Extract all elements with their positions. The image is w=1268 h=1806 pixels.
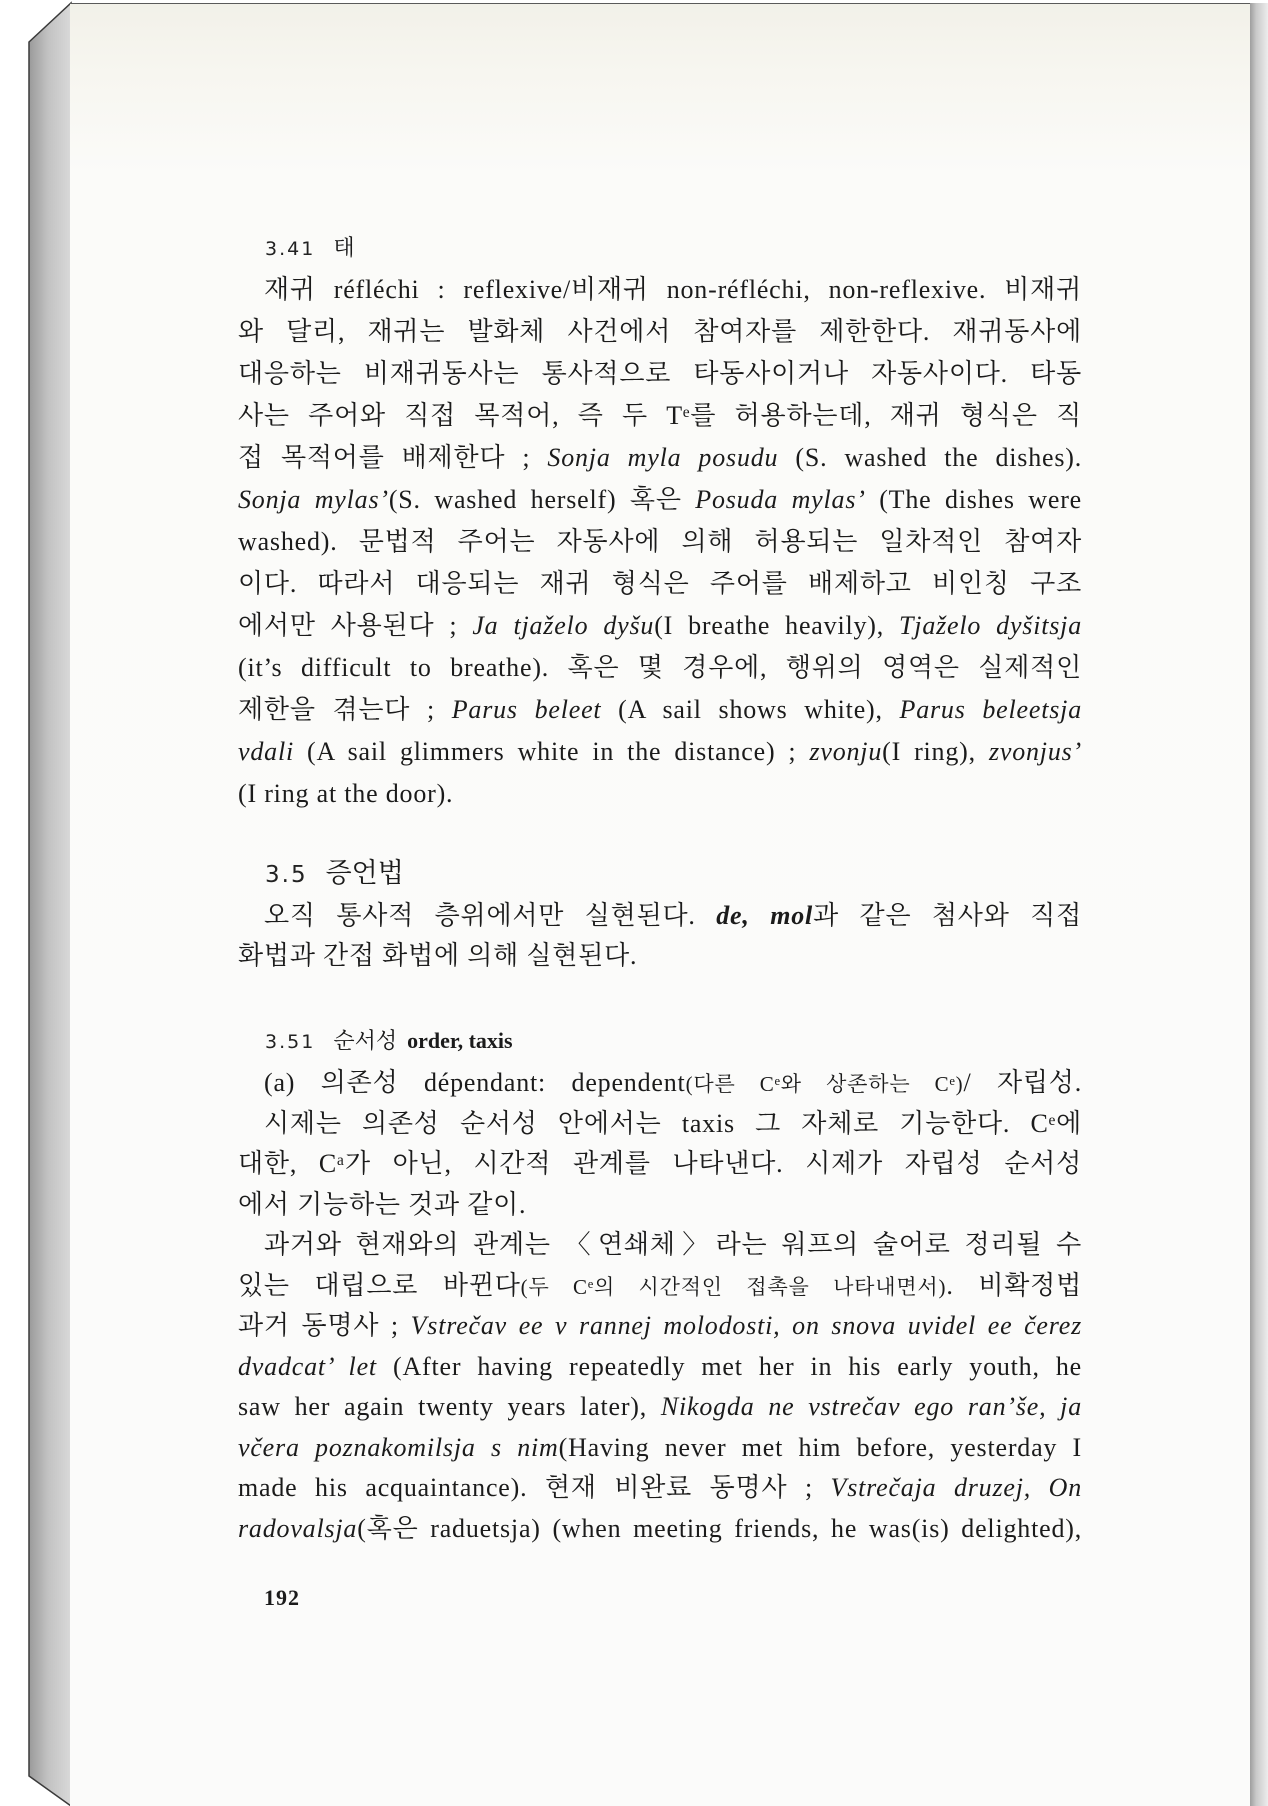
text-run: 있는 대립으로 바뀐다 — [238, 1270, 521, 1300]
text-run: made his acquaintance). 현재 비완료 동명사 ; — [238, 1473, 831, 1502]
text-run: 시제는 의존성 순서성 안에서는 taxis 그 자체로 기능한다. Cᵉ에 — [264, 1108, 1082, 1138]
italic-example: vdali — [238, 737, 294, 766]
italic-example: Tjaželo dyšitsja — [899, 611, 1083, 640]
text-line — [238, 647, 1082, 689]
text-line — [238, 311, 1082, 353]
text-line — [238, 936, 1082, 976]
text-run: saw her again twenty years later), — [238, 1392, 661, 1421]
paragraph — [238, 1104, 1082, 1226]
book-spine — [0, 0, 72, 1806]
paragraph — [238, 269, 1082, 815]
text-run: washed). 문법적 주어는 자동사에 의해 허용되는 일차적인 참여자 — [238, 527, 1082, 556]
text-line — [238, 479, 1082, 521]
paragraph — [238, 896, 1082, 976]
italic-example: Posuda mylas’ — [695, 485, 866, 514]
text-run: (I breathe heavily), — [654, 611, 900, 640]
text-run: 접 목적어를 배제한다 ; — [238, 443, 548, 472]
italic-example: Vstrečaja druzej, On — [830, 1473, 1082, 1502]
text-run: / 자립성. — [963, 1068, 1083, 1097]
text-run: 와 달리, 재귀는 발화체 사건에서 참여자를 제한한다. 재귀동사에 — [238, 317, 1082, 346]
text-run: 과거 동명사 ; — [238, 1311, 411, 1340]
text-line — [238, 1347, 1082, 1388]
text-run: 화법과 간접 화법에 의해 실현된다. — [238, 941, 638, 970]
small-gloss: (두 Cᵉ의 시간적인 접촉을 나타내면서) — [520, 1274, 947, 1299]
italic-example: Parus beleet — [451, 695, 602, 724]
text-line — [238, 521, 1082, 563]
italic-example: dvadcat’ let — [238, 1351, 377, 1381]
section-heading — [238, 230, 1082, 266]
italic-example: radovalsja — [238, 1513, 358, 1543]
italic-example: Sonja myla posudu — [547, 443, 779, 472]
text-line — [238, 896, 1082, 936]
text-run: . 비확정법 — [946, 1270, 1082, 1300]
section-3-41 — [238, 230, 1082, 815]
text-line — [238, 1306, 1082, 1347]
text-line — [238, 1104, 1082, 1145]
italic-example: Ja tjaželo dyšu — [472, 611, 655, 640]
italic-example: zvonjus’ — [988, 737, 1082, 766]
text-line — [238, 1266, 1082, 1307]
italic-example: Sonja mylas’ — [238, 485, 389, 514]
small-gloss: (다른 Cᵉ와 상존하는 Cᵉ) — [685, 1072, 964, 1096]
italic-example: Parus beleetsja — [899, 695, 1082, 724]
text-run: 과거와 현재와의 관계는 〈연쇄체〉라는 워프의 술어로 정리될 수 — [264, 1230, 1082, 1259]
text-line — [238, 773, 1082, 815]
text-run: 제한을 겪는다 ; — [238, 695, 452, 724]
text-run: (혹은 raduetsja) (when meeting friends, he was(is) delighted), — [357, 1513, 1082, 1543]
section-number: 3.51 — [265, 1031, 316, 1053]
text-line — [238, 1144, 1082, 1185]
section-number: 3.5 — [265, 862, 308, 888]
text-run: 과 같은 첨사와 직접 — [813, 901, 1082, 930]
page-edge-shadow — [1250, 3, 1268, 1806]
page-number: 192 — [264, 1585, 300, 1610]
text-run: (a) 의존성 dépendant: dependent — [264, 1068, 686, 1097]
italic-example: Vstrečav ee v rannej molodosti, on snova uvidel ee čerez — [410, 1311, 1082, 1340]
text-line — [238, 605, 1082, 647]
section-title: 순서성 — [333, 1028, 398, 1053]
section-3-51 — [238, 1023, 1082, 1549]
section-heading — [238, 1023, 1082, 1059]
text-line — [238, 269, 1082, 311]
text-line — [238, 437, 1082, 479]
section-title-english: order, taxis — [407, 1028, 513, 1053]
text-run: 재귀 réfléchi : reflexive/비재귀 non-réfléchi, non-reflexive. 비재귀 — [264, 275, 1082, 304]
text-run: (Having never met him before, yesterday I — [558, 1432, 1082, 1462]
section-3-5 — [238, 855, 1082, 976]
text-run: 사는 주어와 직접 목적어, 즉 두 Tᵉ를 허용하는데, 재귀 형식은 직 — [238, 401, 1082, 430]
text-run: 대한, Cᵃ가 아닌, 시간적 관계를 나타낸다. 시제가 자립성 순서성 — [238, 1149, 1082, 1178]
text-line — [238, 1468, 1082, 1509]
italic-example: zvonju — [809, 737, 883, 766]
text-run: 에서만 사용된다 ; — [238, 611, 473, 640]
italic-example: Nikogda ne vstrečav ego ran’še, ja — [660, 1392, 1082, 1421]
paragraph — [238, 1063, 1082, 1104]
text-run: 에서 기능하는 것과 같이. — [238, 1189, 527, 1219]
text-line — [238, 1428, 1082, 1469]
text-run: (I ring at the door). — [238, 779, 454, 808]
text-run: (I ring), — [882, 737, 989, 766]
text-line — [238, 353, 1082, 395]
paragraph — [238, 1225, 1082, 1549]
text-run: (S. washed herself) 혹은 — [388, 485, 696, 514]
text-run: 대응하는 비재귀동사는 통사적으로 타동사이거나 자동사이다. 타동 — [238, 359, 1082, 388]
text-line — [238, 1225, 1082, 1266]
text-line — [238, 1063, 1082, 1104]
text-run: (A sail glimmers white in the distance) ; — [294, 737, 810, 766]
text-line — [238, 563, 1082, 605]
text-run: 오직 통사적 층위에서만 실현된다. — [264, 901, 717, 930]
section-heading — [238, 855, 1082, 891]
italic-example: de, mol — [716, 901, 814, 930]
text-run: (S. washed the dishes). — [778, 443, 1083, 472]
text-run: (it’s difficult to breathe). 혹은 몇 경우에, 행위의 영역은 실제적인 — [238, 653, 1082, 682]
italic-example: včera poznakomilsja s nim — [238, 1432, 559, 1462]
text-line — [238, 689, 1082, 731]
text-line — [238, 395, 1082, 437]
text-run: (The dishes were — [865, 485, 1083, 514]
text-line — [238, 1509, 1082, 1550]
text-line — [238, 1185, 1082, 1226]
text-run: (After having repeatedly met her in his early youth, he — [376, 1351, 1083, 1381]
text-run: 이다. 따라서 대응되는 재귀 형식은 주어를 배제하고 비인칭 구조 — [238, 569, 1082, 598]
section-title: 증언법 — [325, 858, 404, 888]
section-title: 태 — [333, 235, 355, 260]
text-run: (A sail shows white), — [601, 695, 900, 724]
text-line — [238, 731, 1082, 773]
section-number: 3.41 — [265, 238, 316, 260]
text-line — [238, 1387, 1082, 1428]
